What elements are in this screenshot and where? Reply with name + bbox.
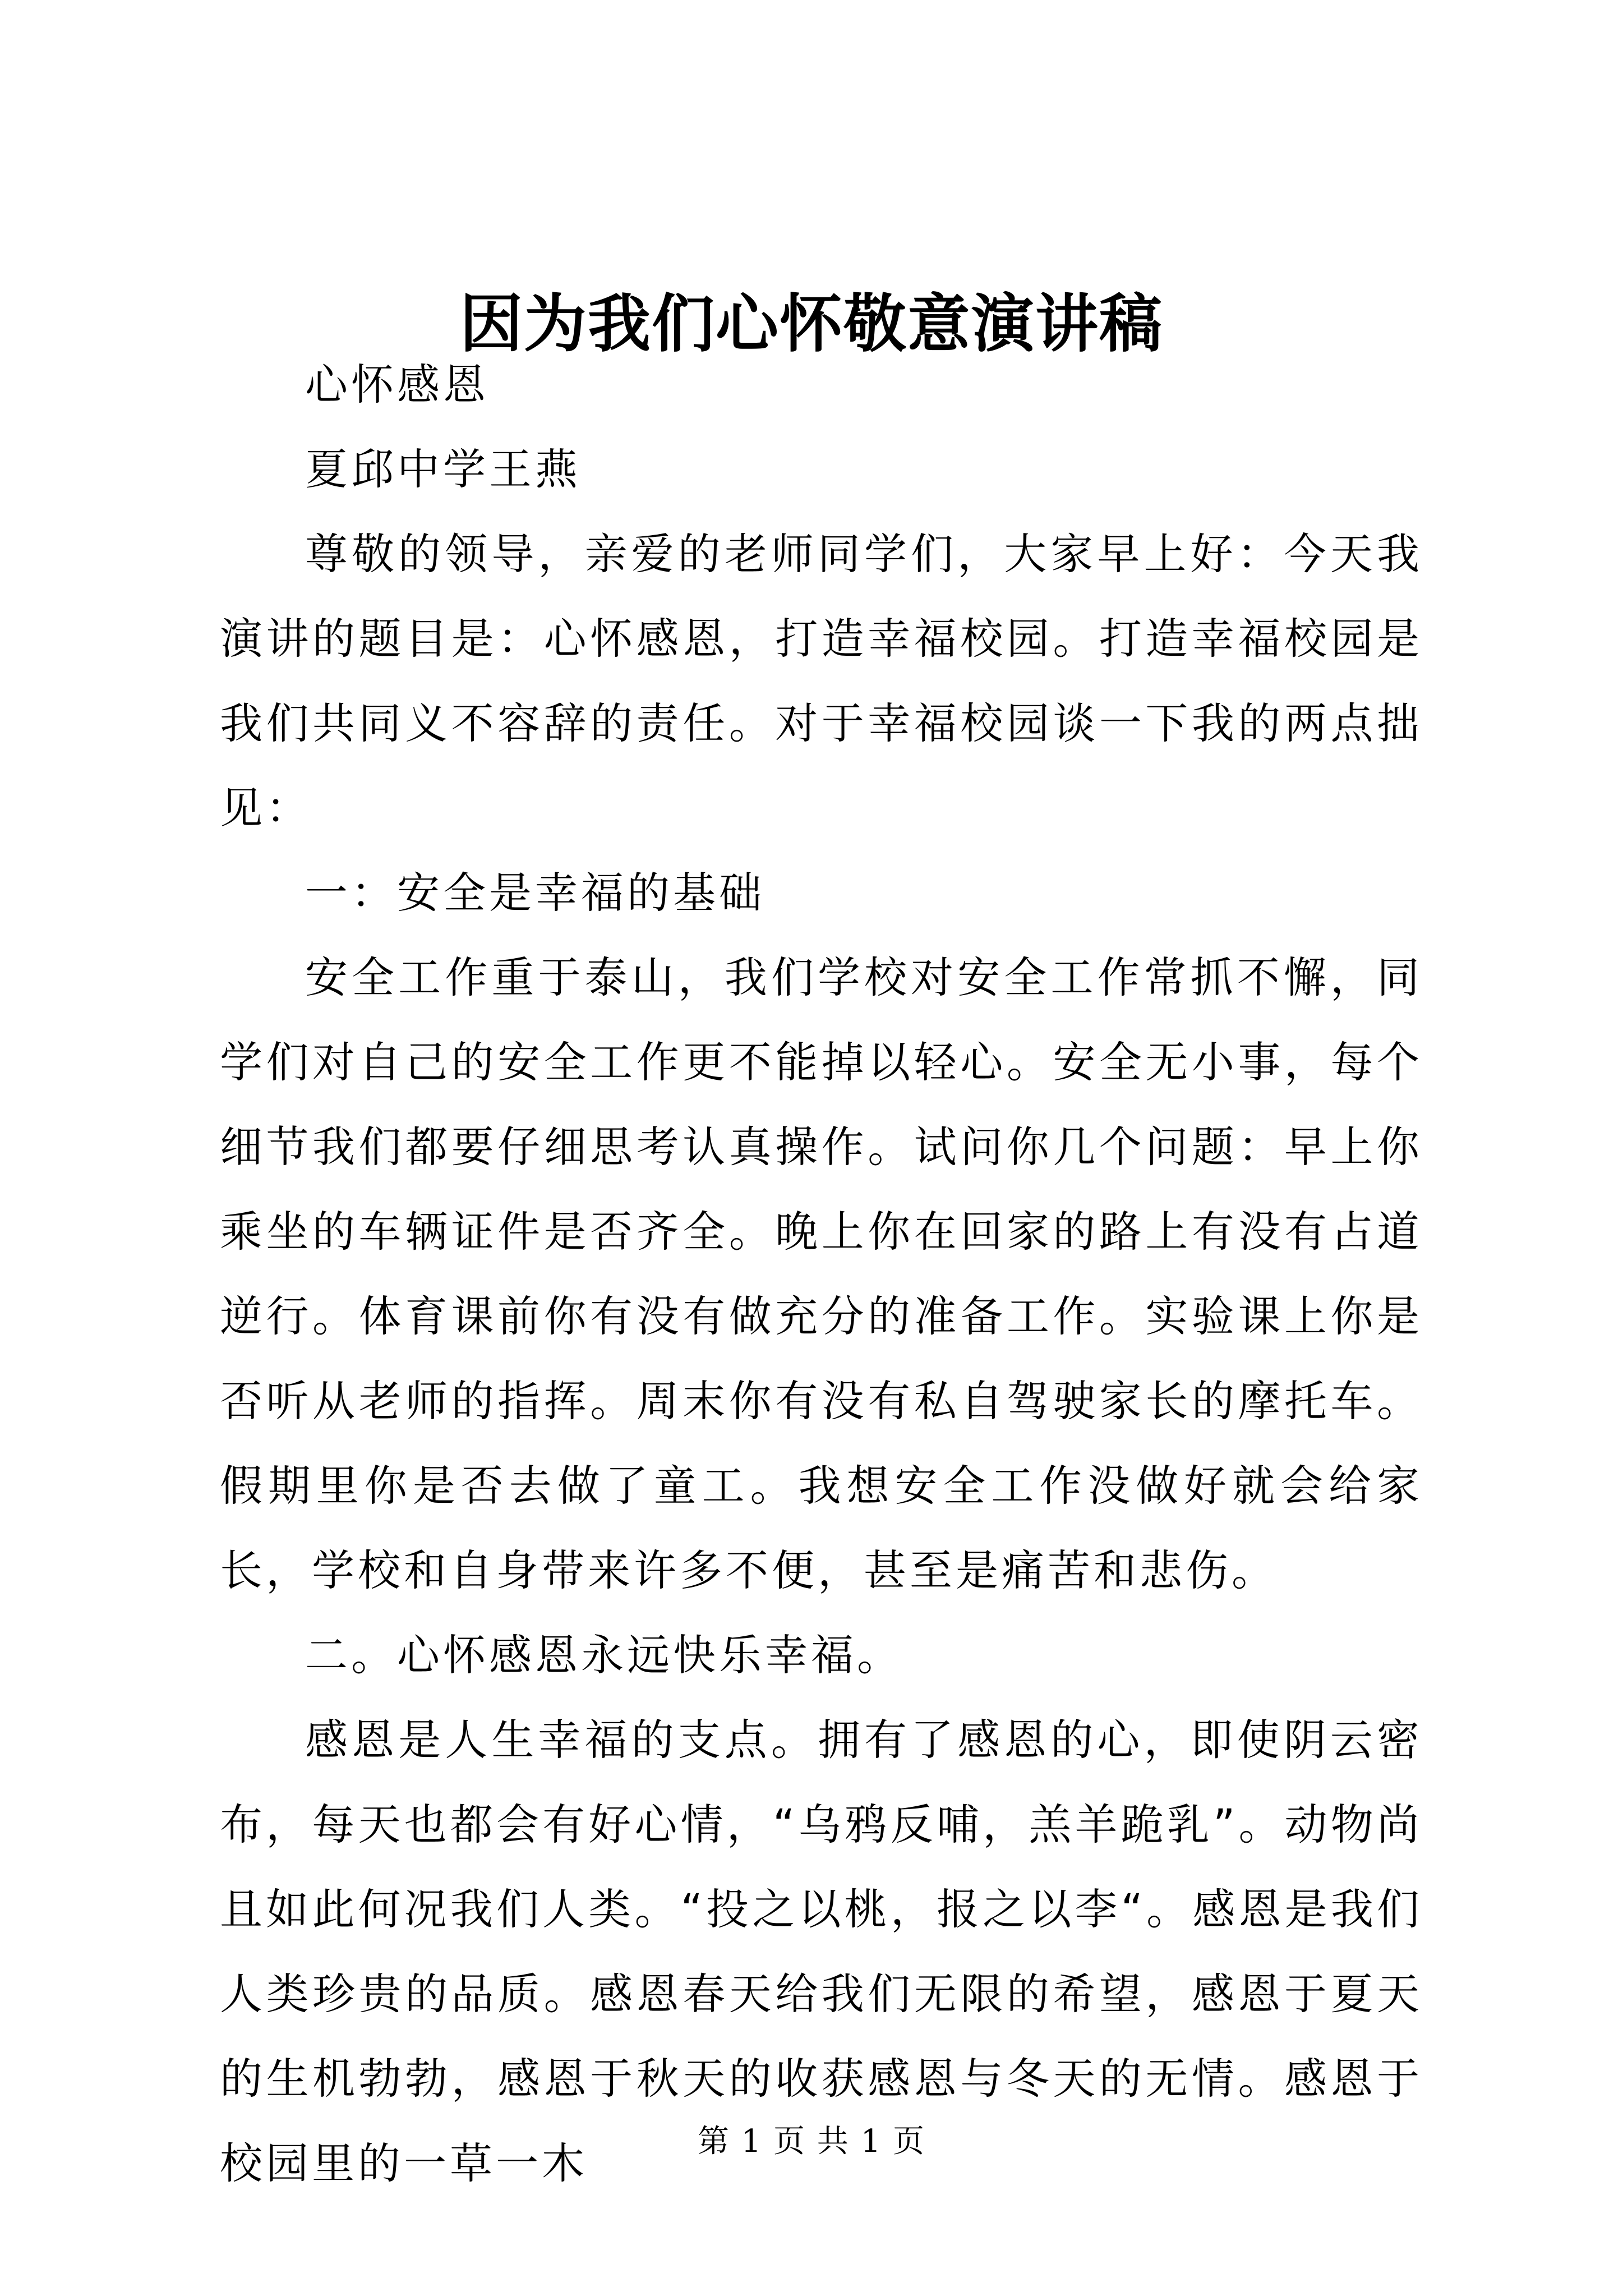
paragraph-subtitle: 心怀感恩 xyxy=(305,360,489,409)
document-title: 因为我们心怀敬意演讲稿 xyxy=(460,287,1163,361)
paragraph-gratitude: 感恩是人生幸福的支点。拥有了感恩的心，即使阴云密布，每天也都会有好心情，“乌鸦反哺，羔羊跪乳”。动物尚且如此何况我们人类。“投之以桃，报之以李“。感恩是我们人类珍贵的品质。感恩春天给我们无限的希望，感恩于夏天的生机勃勃，感恩于秋天的收获感恩与冬天的无情。感恩于校园里的一草一木 xyxy=(220,1715,1423,2188)
paragraph-heading-two: 二。心怀感恩永远快乐幸福。 xyxy=(305,1630,903,1680)
paragraph-author: 夏邱中学王燕 xyxy=(305,444,581,494)
document-body xyxy=(220,342,1423,2206)
paragraph-greeting: 尊敬的领导，亲爱的老师同学们，大家早上好：今天我演讲的题目是：心怀感恩，打造幸福校园。打造幸福校园是我们共同义不容辞的责任。对于幸福校园谈一下我的两点拙见： xyxy=(220,529,1423,833)
page-footer: 第 1 页 共 1 页 xyxy=(697,2123,926,2160)
paragraph-heading-one: 一：安全是幸福的基础 xyxy=(305,868,765,918)
paragraph-safety: 安全工作重于泰山，我们学校对安全工作常抓不懈，同学们对自己的安全工作更不能掉以轻心。安全无小事，每个细节我们都要仔细思考认真操作。试问你几个问题：早上你乘坐的车辆证件是否齐全。晚上你在回家的路上有没有占道逆行。体育课前你有没有做充分的准备工作。实验课上你是否听从老师的指挥。周末你有没有私自驾驶家长的摩托车。假期里你是否去做了童工。我想安全工作没做好就会给家长，学校和自身带来许多不便，甚至是痛苦和悲伤。 xyxy=(220,953,1423,1595)
